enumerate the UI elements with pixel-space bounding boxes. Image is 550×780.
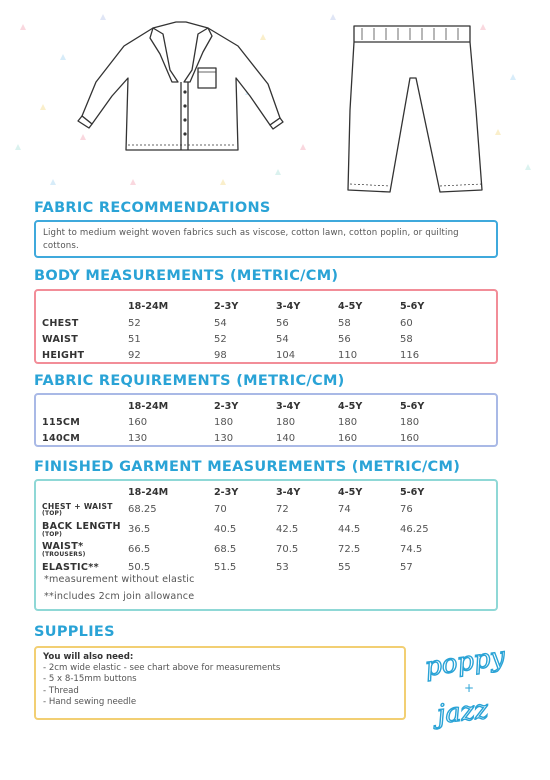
table-cell: 72: [276, 503, 289, 515]
fabric-requirements-table: [42, 398, 466, 446]
table-cell: 57: [400, 561, 413, 573]
column-header: 4-5Y: [338, 486, 363, 498]
table-cell: 40.5: [214, 523, 237, 535]
table-cell: 36.5: [128, 523, 151, 535]
table-cell: 70.5: [276, 543, 299, 555]
table-cell: 53: [276, 561, 289, 573]
table-cell: 92: [128, 349, 141, 361]
row-label-text: WAIST*: [42, 540, 84, 552]
supplies-item: - Thread: [43, 685, 79, 696]
fabric-recommendations-text: Light to medium weight woven fabrics such as viscose, cotton lawn, cotton poplin, or quilting cottons.: [43, 228, 459, 251]
table-header-row: [42, 398, 466, 414]
table-row: [42, 414, 466, 430]
table-cell: 72.5: [338, 543, 361, 555]
table-cell: 76: [400, 503, 413, 515]
table-row: [42, 539, 466, 559]
supplies-box: [34, 646, 406, 720]
table-cell: 140: [276, 432, 296, 444]
table-cell: 58: [338, 317, 351, 329]
table-cell: 42.5: [276, 523, 299, 535]
table-cell: 70: [214, 503, 227, 515]
table-cell: 130: [214, 432, 234, 444]
poppy-jazz-logo: [418, 640, 518, 732]
column-header: 2-3Y: [214, 301, 239, 312]
table-cell: 98: [214, 349, 227, 361]
row-label: 115CM: [42, 416, 81, 428]
column-header: 2-3Y: [214, 400, 239, 412]
pyjama-trousers-illustration: [348, 26, 482, 192]
table-cell: 130: [128, 432, 148, 444]
row-label: 140CM: [42, 432, 81, 444]
table-cell: 74.5: [400, 543, 423, 555]
table-row: [42, 559, 466, 575]
column-header: 18-24M: [128, 301, 169, 312]
table-cell: 55: [338, 561, 351, 573]
body-measurements-box: [34, 289, 498, 364]
supplies-item: - 2cm wide elastic - see chart above for measurements: [43, 663, 281, 674]
logo-line-1: poppy: [423, 641, 507, 683]
row-label-text: CHEST + WAIST: [42, 501, 113, 511]
table-cell: 46.25: [400, 523, 429, 535]
row-label: WAIST: [42, 333, 79, 345]
table-cell: 44.5: [338, 523, 361, 535]
table-cell: 51.5: [214, 561, 237, 573]
table-cell: 54: [214, 317, 227, 329]
table-header-row: [42, 485, 466, 499]
pyjama-top-illustration: [78, 22, 283, 150]
finished-garment-heading: FINISHED GARMENT MEASUREMENTS (METRIC/CM): [34, 459, 461, 475]
column-header: 2-3Y: [214, 486, 239, 498]
table-cell: 52: [214, 333, 227, 345]
garment-illustrations: [0, 0, 550, 200]
table-row: [42, 519, 466, 539]
finished-garment-box: [34, 479, 498, 611]
supplies-title: You will also need:: [43, 652, 134, 662]
table-cell: 66.5: [128, 543, 151, 555]
table-cell: 104: [276, 349, 296, 361]
footnote-join-allowance: **includes 2cm join allowance: [44, 591, 195, 602]
row-label: HEIGHT: [42, 349, 85, 361]
column-header: 4-5Y: [338, 400, 363, 412]
table-row: [42, 331, 466, 347]
row-label: [42, 499, 128, 519]
body-measurements-heading: BODY MEASUREMENTS (METRIC/CM): [34, 268, 339, 284]
logo-line-3: jazz: [435, 694, 490, 731]
row-label-sub: (TROUSERS): [42, 550, 86, 558]
table-cell: 160: [400, 432, 420, 444]
table-cell: 180: [400, 416, 420, 428]
table-cell: 54: [276, 333, 289, 345]
column-header: 5-6Y: [400, 400, 425, 412]
column-header: 18-24M: [128, 486, 169, 498]
row-label-sub: (TOP): [42, 509, 63, 517]
table-cell: 51: [128, 333, 141, 345]
row-label-sub: (TOP): [42, 530, 63, 538]
table-cell: 68.5: [214, 543, 237, 555]
table-cell: 160: [128, 416, 148, 428]
table-row: [42, 499, 466, 519]
table-row: [42, 315, 466, 331]
column-header: 4-5Y: [338, 301, 363, 312]
column-header: 5-6Y: [400, 301, 425, 312]
table-cell: 68.25: [128, 503, 157, 515]
table-cell: 116: [400, 349, 420, 361]
row-label: [42, 519, 128, 539]
body-measurements-table: [42, 298, 466, 363]
footnote-elastic: *measurement without elastic: [44, 574, 195, 585]
row-label: CHEST: [42, 317, 79, 329]
row-label: [42, 539, 128, 559]
fabric-requirements-heading: FABRIC REQUIREMENTS (METRIC/CM): [34, 373, 345, 389]
table-cell: 180: [338, 416, 358, 428]
fabric-recommendations-heading: FABRIC RECOMMENDATIONS: [34, 200, 271, 216]
table-cell: 60: [400, 317, 413, 329]
supplies-item: - Hand sewing needle: [43, 696, 137, 707]
table-cell: 160: [338, 432, 358, 444]
fabric-requirements-box: [34, 393, 498, 447]
column-header: 3-4Y: [276, 400, 301, 412]
finished-garment-table: [42, 485, 466, 575]
table-cell: 56: [276, 317, 289, 329]
row-label-text: BACK LENGTH: [42, 520, 121, 532]
table-cell: 56: [338, 333, 351, 345]
table-cell: 50.5: [128, 561, 151, 573]
column-header: 3-4Y: [276, 301, 301, 312]
column-header: 5-6Y: [400, 486, 425, 498]
supplies-item: - 5 x 8-15mm buttons: [43, 674, 137, 685]
column-header: 3-4Y: [276, 486, 301, 498]
column-header: 18-24M: [128, 400, 169, 412]
table-cell: 180: [276, 416, 296, 428]
table-cell: 180: [214, 416, 234, 428]
table-cell: 52: [128, 317, 141, 329]
fabric-recommendations-box: [34, 220, 498, 258]
table-cell: 110: [338, 349, 358, 361]
table-row: [42, 347, 466, 363]
table-row: [42, 430, 466, 446]
logo-line-2: +: [464, 681, 475, 695]
table-cell: 58: [400, 333, 413, 345]
table-cell: 74: [338, 503, 351, 515]
table-header-row: [42, 298, 466, 315]
row-label: ELASTIC**: [42, 561, 99, 573]
supplies-heading: SUPPLIES: [34, 624, 115, 640]
